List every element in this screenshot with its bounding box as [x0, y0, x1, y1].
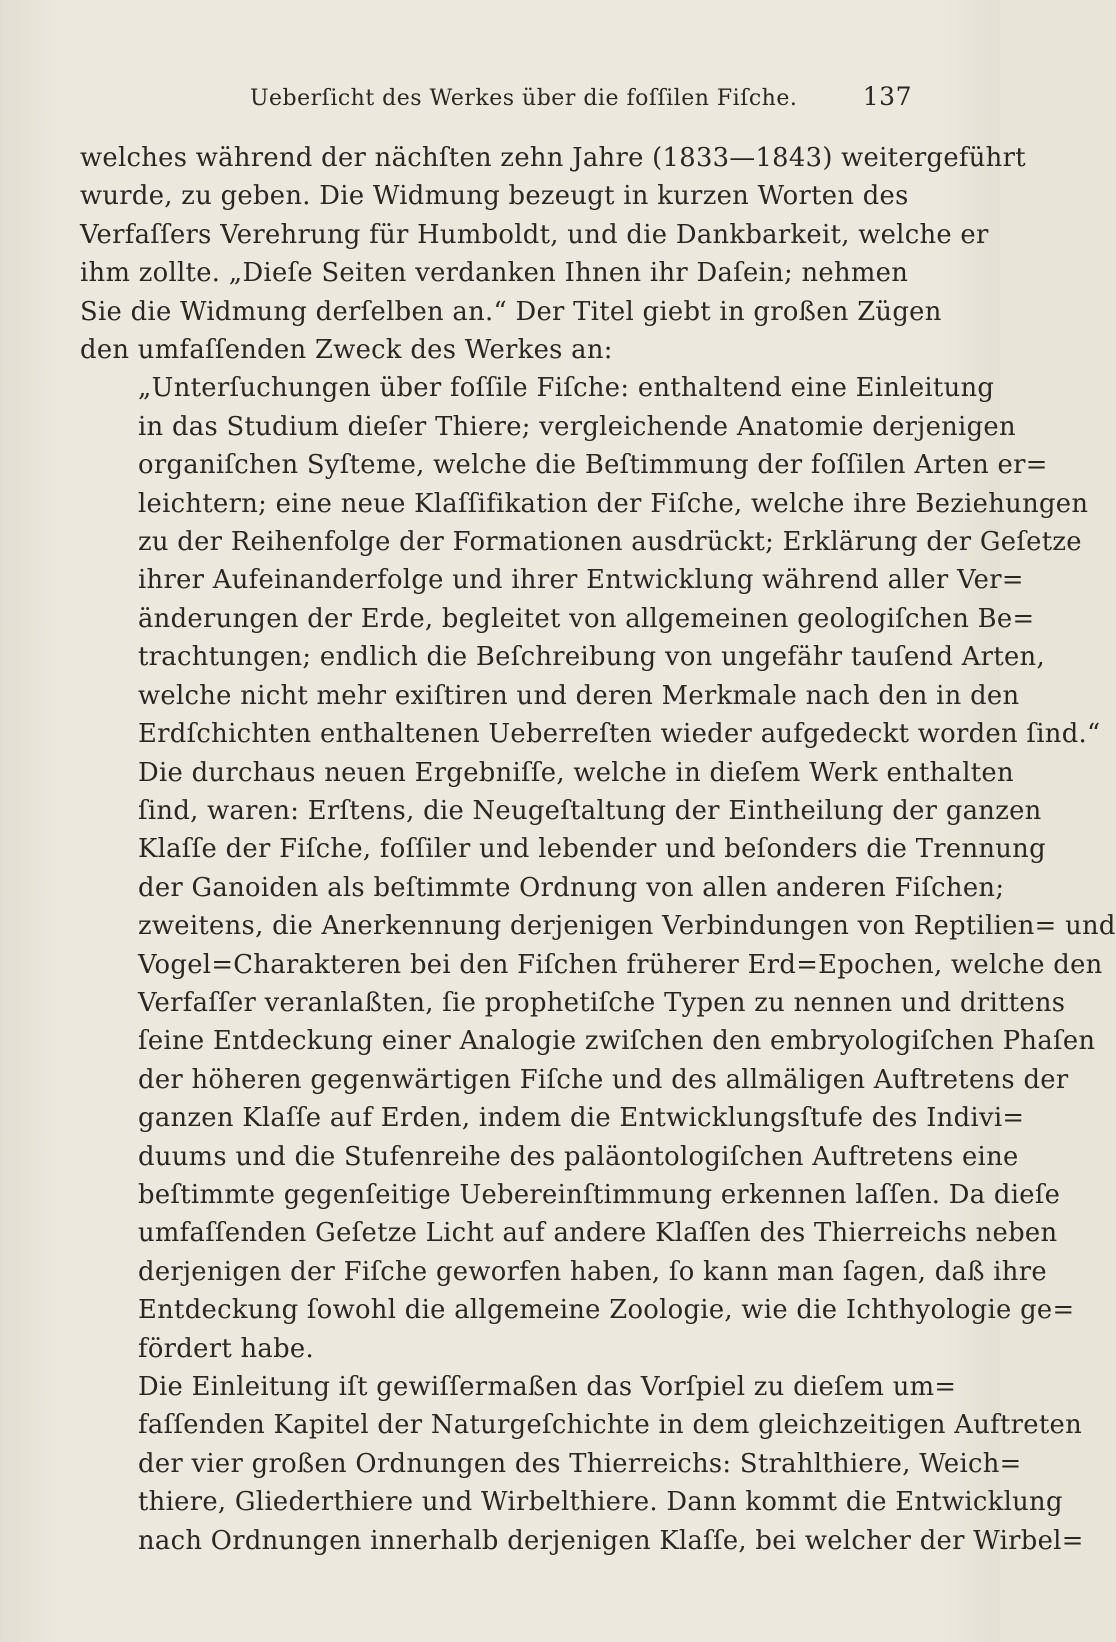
- text-line: duums und die Stufenreihe des paläontologiſchen Auftretens eine: [138, 1141, 1019, 1172]
- text-line: fördert habe.: [138, 1333, 314, 1364]
- text-line: Klaſſe der Fiſche, foſſiler und lebender und beſonders die Trennung: [138, 834, 1046, 865]
- text-line: faſſenden Kapitel der Naturgeſchichte in dem gleichzeitigen Auftreten: [138, 1410, 1082, 1441]
- text-line: umfaſſenden Geſetze Licht auf andere Klaſſen des Thierreichs neben: [138, 1218, 1058, 1249]
- text-line: in das Studium dieſer Thiere; vergleichende Anatomie derjenigen: [138, 411, 1016, 442]
- text-line: Sie die Widmung derſelben an.“ Der Titel giebt in großen Zügen: [80, 296, 942, 327]
- text-line: wurde, zu geben. Die Widmung bezeugt in kurzen Worten des: [80, 181, 909, 212]
- page-header: [80, 82, 912, 111]
- text-line: ſind, waren: Erſtens, die Neugeſtaltung der Eintheilung der ganzen: [138, 795, 1042, 826]
- text-line: beſtimmte gegenſeitige Uebereinſtimmung erkennen laſſen. Da dieſe: [138, 1179, 1061, 1210]
- text-line: Vogel=Charakteren bei den Fiſchen früherer Erd=Epochen, welche den: [138, 949, 1103, 980]
- text-line: Entdeckung ſowohl die allgemeine Zoologie, wie die Ichthyologie ge=: [138, 1295, 1075, 1326]
- text-line: änderungen der Erde, begleitet von allgemeinen geologiſchen Be=: [138, 603, 1035, 634]
- text-line: ganzen Klaſſe auf Erden, indem die Entwicklungsſtufe des Indivi=: [138, 1103, 1025, 1134]
- paragraph: [80, 139, 1026, 369]
- text-line: zu der Reihenfolge der Formationen ausdrückt; Erklärung der Geſetze: [138, 527, 1082, 558]
- text-line: welches während der nächſten zehn Jahre (1833—1843) weitergeführt: [80, 143, 1026, 173]
- text-line: „Unterſuchungen über foſſile Fiſche: enthaltend eine Einleitung: [138, 373, 995, 404]
- text-line: der vier großen Ordnungen des Thierreichs: Strahlthiere, Weich=: [138, 1448, 1022, 1479]
- text-line: Die Einleitung iſt gewiſſermaßen das Vorſpiel zu dieſem um=: [138, 1372, 957, 1402]
- text-line: Erdſchichten enthaltenen Ueberreſten wieder aufgedeckt worden ſind.“: [138, 719, 1101, 750]
- text-line: organiſchen Syſteme, welche die Beſtimmung der foſſilen Arten er=: [138, 450, 1048, 481]
- text-line: Verfaſſer veranlaßten, ſie prophetiſche Typen zu nennen und drittens: [138, 987, 1066, 1018]
- text-line: derjenigen der Fiſche geworfen haben, ſo kann man ſagen, daß ihre: [138, 1256, 1047, 1287]
- text-line: ſeine Entdeckung einer Analogie zwiſchen den embryologiſchen Phaſen: [138, 1026, 1096, 1057]
- text-line: ihrer Aufeinanderfolge und ihrer Entwicklung während aller Ver=: [138, 565, 1024, 596]
- text-line: ihm zollte. „Dieſe Seiten verdanken Ihnen ihr Daſein; nehmen: [80, 258, 909, 289]
- text-line: der höheren gegenwärtigen Fiſche und des allmäligen Auftretens der: [138, 1064, 1069, 1095]
- text-line: Die durchaus neuen Ergebniſſe, welche in dieſem Werk enthalten: [138, 757, 1014, 788]
- text-line: Verfaſſers Verehrung für Humboldt, und die Dankbarkeit, welche er: [80, 219, 989, 250]
- text-line: leichtern; eine neue Klaſſifikation der Fiſche, welche ihre Beziehungen: [138, 488, 1089, 519]
- text-line: den umfaſſenden Zweck des Werkes an:: [80, 335, 613, 366]
- page-number: 137: [862, 82, 912, 111]
- text-line: zweitens, die Anerkennung derjenigen Verbindungen von Reptilien= und: [138, 911, 1116, 942]
- text-line: nach Ordnungen innerhalb derjenigen Klaſſe, bei welcher der Wirbel=: [138, 1525, 1084, 1556]
- text-line: trachtungen; endlich die Beſchreibung von ungefähr tauſend Arten,: [138, 642, 1045, 673]
- running-title: Ueberſicht des Werkes über die foſſilen Fiſche.: [250, 86, 798, 111]
- text-line: welche nicht mehr exiſtiren und deren Merkmale nach den in den: [138, 680, 1020, 711]
- text-line: der Ganoiden als beſtimmte Ordnung von allen anderen Fiſchen;: [138, 872, 1005, 903]
- paragraph: [80, 754, 1116, 1369]
- paragraph: [80, 1368, 1084, 1560]
- body-text: [80, 139, 1116, 1560]
- text-line: thiere, Gliederthiere und Wirbelthiere. Dann kommt die Entwicklung: [138, 1487, 1063, 1518]
- paragraph: [80, 369, 1101, 753]
